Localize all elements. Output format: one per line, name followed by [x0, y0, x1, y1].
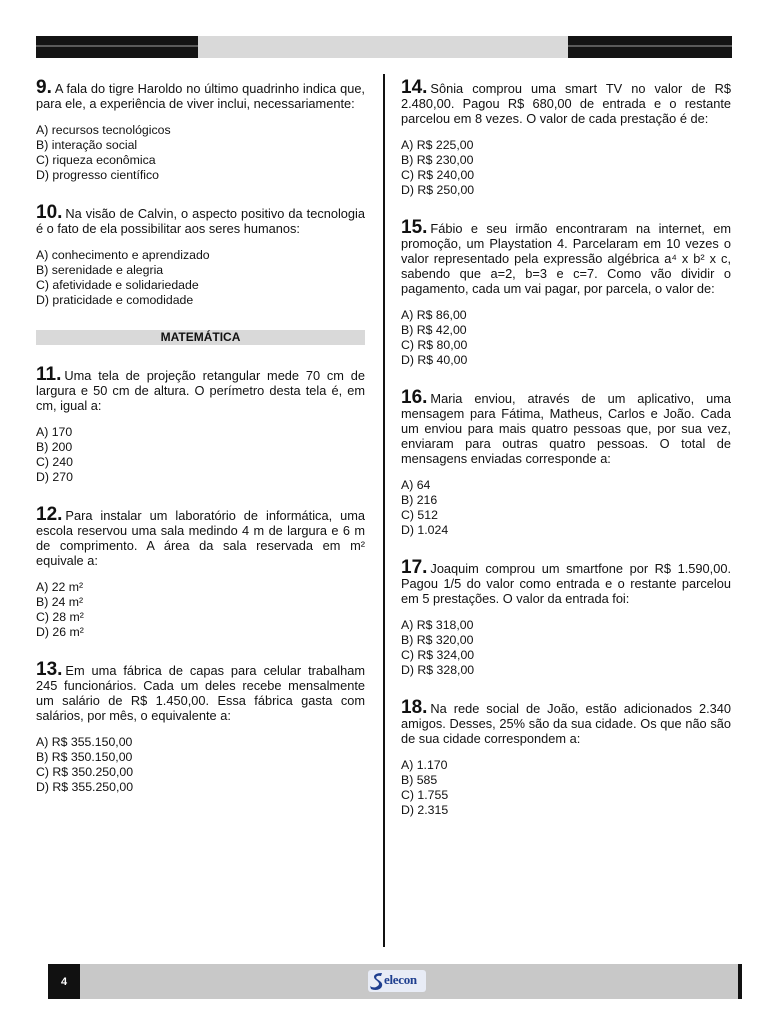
option: B) 200	[36, 440, 73, 454]
question-text: Sônia comprou uma smart TV no valor de R$ 2.480,00. Pagou R$ 680,00 de entrada e o restante parcelou em 8 vezes. O valor de cada prestação é de:	[401, 81, 731, 126]
option: A) R$ 86,00	[401, 308, 467, 322]
option: A) 22 m²	[36, 580, 84, 594]
options-list	[36, 735, 365, 795]
option: B) R$ 320,00	[401, 633, 474, 647]
section-header-matematica: MATEMÁTICA	[36, 330, 365, 345]
options-list	[401, 618, 731, 678]
footer-edge	[738, 964, 742, 999]
option: B) 216	[401, 493, 438, 507]
option: C) 28 m²	[36, 610, 84, 624]
option: C) R$ 324,00	[401, 648, 475, 662]
question-text: Para instalar um laboratório de informática, uma escola reservou uma sala medindo 4 m de largura e 6 m de comprimento. A área da sala reservada em m² equivale a:	[36, 508, 365, 568]
question-11	[36, 364, 365, 485]
question-text: Uma tela de projeção retangular mede 70 cm de largura e 50 cm de altura. O perímetro desta tela é, em cm, igual a:	[36, 368, 365, 413]
selecon-logo	[368, 968, 426, 994]
options-list	[36, 425, 365, 485]
question-number: 12.	[36, 504, 63, 525]
option: D) 2.315	[401, 803, 449, 817]
question-text: Na visão de Calvin, o aspecto positivo da tecnologia é o fato de ela possibilitar aos seres humanos:	[36, 206, 365, 236]
question-number: 11.	[36, 364, 62, 385]
column-divider	[383, 74, 385, 947]
option: D) R$ 328,00	[401, 663, 475, 677]
option: D) 26 m²	[36, 625, 84, 639]
option: B) R$ 230,00	[401, 153, 474, 167]
question-17	[401, 557, 731, 678]
option: D) R$ 250,00	[401, 183, 475, 197]
question-text: Na rede social de João, estão adicionados 2.340 amigos. Desses, 25% são da sua cidade. Os que não são de sua cidade correspondem a:	[401, 701, 731, 746]
question-number: 10.	[36, 202, 63, 223]
question-number: 14.	[401, 77, 428, 98]
question-14	[401, 77, 731, 198]
right-column	[401, 77, 731, 818]
option: A) R$ 225,00	[401, 138, 474, 152]
options-list	[401, 138, 731, 198]
option: D) progresso científico	[36, 168, 160, 182]
question-number: 13.	[36, 659, 63, 680]
options-list	[401, 758, 731, 818]
options-list	[401, 478, 731, 538]
question-13	[36, 659, 365, 795]
option: C) riqueza econômica	[36, 153, 156, 167]
option: B) 585	[401, 773, 438, 787]
question-16	[401, 387, 731, 538]
option: D) R$ 40,00	[401, 353, 468, 367]
question-10	[36, 202, 365, 308]
option: C) R$ 80,00	[401, 338, 468, 352]
option: B) serenidade e alegria	[36, 263, 164, 277]
option: D) 270	[36, 470, 73, 484]
option: C) R$ 350.250,00	[36, 765, 134, 779]
header-bar-left	[36, 36, 198, 58]
question-text: Em uma fábrica de capas para celular trabalham 245 funcionários. Cada um deles recebe mensalmente um salário de R$ 1.450,00. Essa fábrica gasta com salários, por mês, o equivalente a:	[36, 663, 365, 723]
option: A) 170	[36, 425, 73, 439]
options-list	[36, 248, 365, 308]
options-list	[36, 580, 365, 640]
option: A) 64	[401, 478, 431, 492]
option: C) 240	[36, 455, 73, 469]
option: C) 512	[401, 508, 438, 522]
question-text: Joaquim comprou um smartfone por R$ 1.590,00. Pagou 1/5 do valor como entrada e o restante parcelou em 5 prestações. O valor da entrada foi:	[401, 561, 731, 606]
option: C) 1.755	[401, 788, 449, 802]
question-text: Fábio e seu irmão encontraram na internet, em promoção, um Playstation 4. Parcelaram em 10 vezes o valor representado pela expressão algébrica a⁴ x b² x c, sabendo que a=2, b=3 e c=7. Como vão dividir o pagamento, cada um vai pagar, por parcela, o valor de:	[401, 221, 731, 296]
option: C) R$ 240,00	[401, 168, 475, 182]
option: A) R$ 318,00	[401, 618, 474, 632]
question-number: 9.	[36, 77, 52, 98]
question-number: 15.	[401, 217, 428, 238]
page-number: 4	[48, 964, 80, 999]
option: A) R$ 355.150,00	[36, 735, 133, 749]
option: B) R$ 350.150,00	[36, 750, 133, 764]
option: A) 1.170	[401, 758, 448, 772]
option: D) 1.024	[401, 523, 449, 537]
question-18	[401, 697, 731, 818]
header-bar-right	[568, 36, 732, 58]
question-number: 16.	[401, 387, 428, 408]
question-number: 17.	[401, 557, 428, 578]
option: D) praticidade e comodidade	[36, 293, 194, 307]
question-9	[36, 77, 365, 183]
options-list	[36, 123, 365, 183]
left-column	[36, 77, 365, 795]
question-text: Maria enviou, através de um aplicativo, uma mensagem para Fátima, Matheus, Carlos e João. Cada um enviou para mais quatro pessoas que, por sua vez, enviaram para outras quatro pessoas. O total de mensagens enviadas corresponde a:	[401, 391, 731, 466]
header-bar-center	[198, 36, 568, 58]
option: B) interação social	[36, 138, 138, 152]
logo-text: elecon	[384, 972, 417, 987]
option: B) R$ 42,00	[401, 323, 467, 337]
question-12	[36, 504, 365, 640]
question-15	[401, 217, 731, 368]
question-number: 18.	[401, 697, 428, 718]
option: B) 24 m²	[36, 595, 84, 609]
option: C) afetividade e solidariedade	[36, 278, 199, 292]
options-list	[401, 308, 731, 368]
option: A) conhecimento e aprendizado	[36, 248, 210, 262]
question-text: A fala do tigre Haroldo no último quadrinho indica que, para ele, a experiência de viver inclui, necessariamente:	[36, 81, 365, 111]
option: D) R$ 355.250,00	[36, 780, 134, 794]
option: A) recursos tecnológicos	[36, 123, 171, 137]
